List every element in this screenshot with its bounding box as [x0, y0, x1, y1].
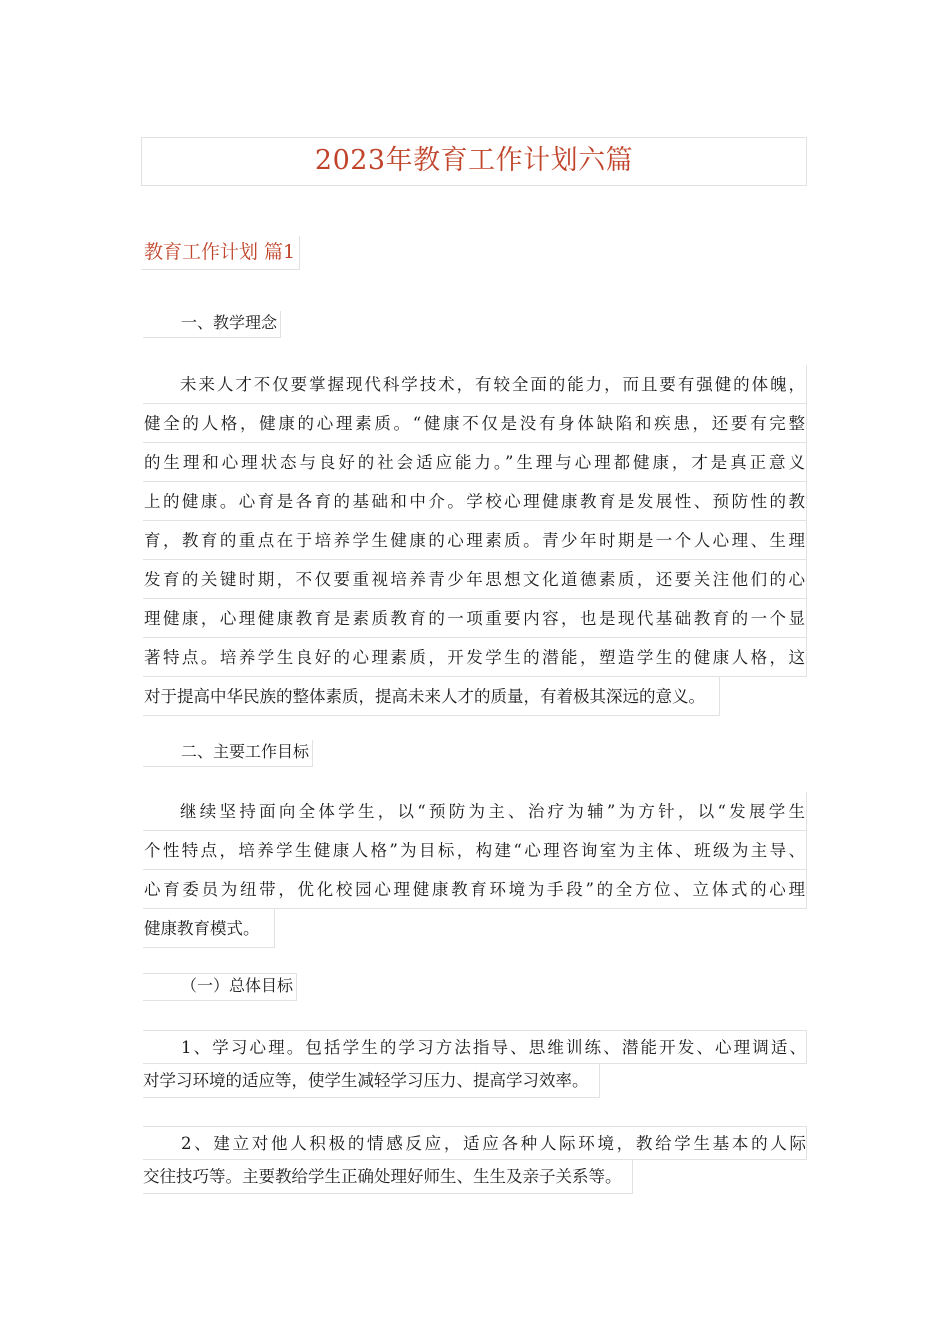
- document-title: 2023年教育工作计划六篇: [314, 145, 634, 176]
- text-line: 心育委员为纽带，优化校园心理健康教育环境为手段”的全方位、立体式的心理: [143, 870, 807, 909]
- paragraph-interpersonal: [143, 1126, 807, 1198]
- paragraph-learning-psychology: [143, 1030, 807, 1102]
- heading-teaching-philosophy: 一、教学理念: [143, 311, 281, 338]
- text-line: 对学习环境的适应等，使学生减轻学习压力、提高学习效率。: [143, 1064, 600, 1098]
- heading-overall-goals: （一）总体目标: [143, 973, 297, 1001]
- paragraph-teaching-philosophy: [143, 365, 807, 720]
- text-line: 上的健康。心育是各育的基础和中介。学校心理健康教育是发展性、预防性的教: [143, 482, 807, 521]
- text-line: 个性特点，培养学生健康人格”为目标，构建“心理咨询室为主体、班级为主导、: [143, 831, 807, 870]
- text-line: 育，教育的重点在于培养学生健康的心理素质。青少年时期是一个人心理、生理: [143, 521, 807, 560]
- text-line: 健康教育模式。: [143, 909, 275, 948]
- text-line: 继续坚持面向全体学生，以“预防为主、治疗为辅”为方针，以“发展学生: [143, 792, 807, 831]
- text-line: 理健康，心理健康教育是素质教育的一项重要内容，也是现代基础教育的一个显: [143, 599, 807, 638]
- text-line: 的生理和心理状态与良好的社会适应能力。”生理与心理都健康，才是真正意义: [143, 443, 807, 482]
- document-title-box: [141, 137, 807, 186]
- text-line: 著特点。培养学生良好的心理素质，开发学生的潜能，塑造学生的健康人格，这: [143, 638, 807, 677]
- section-heading: 教育工作计划 篇1: [141, 236, 300, 270]
- paragraph-work-goals: [143, 792, 807, 952]
- text-line: 交往技巧等。主要教给学生正确处理好师生、生生及亲子关系等。: [143, 1160, 633, 1194]
- text-line: 对于提高中华民族的整体素质，提高未来人才的质量，有着极其深远的意义。: [143, 677, 720, 716]
- text-line: 2、建立对他人积极的情感反应，适应各种人际环境，教给学生基本的人际: [143, 1126, 807, 1160]
- text-line: 1、学习心理。包括学生的学习方法指导、思维训练、潜能开发、心理调适、: [143, 1030, 807, 1064]
- text-line: 未来人才不仅要掌握现代科学技术，有较全面的能力，而且要有强健的体魄，: [143, 365, 807, 404]
- text-line: 发育的关键时期，不仅要重视培养青少年思想文化道德素质，还要关注他们的心: [143, 560, 807, 599]
- heading-work-goals: 二、主要工作目标: [143, 740, 313, 767]
- text-line: 健全的人格，健康的心理素质。“健康不仅是没有身体缺陷和疾患，还要有完整: [143, 404, 807, 443]
